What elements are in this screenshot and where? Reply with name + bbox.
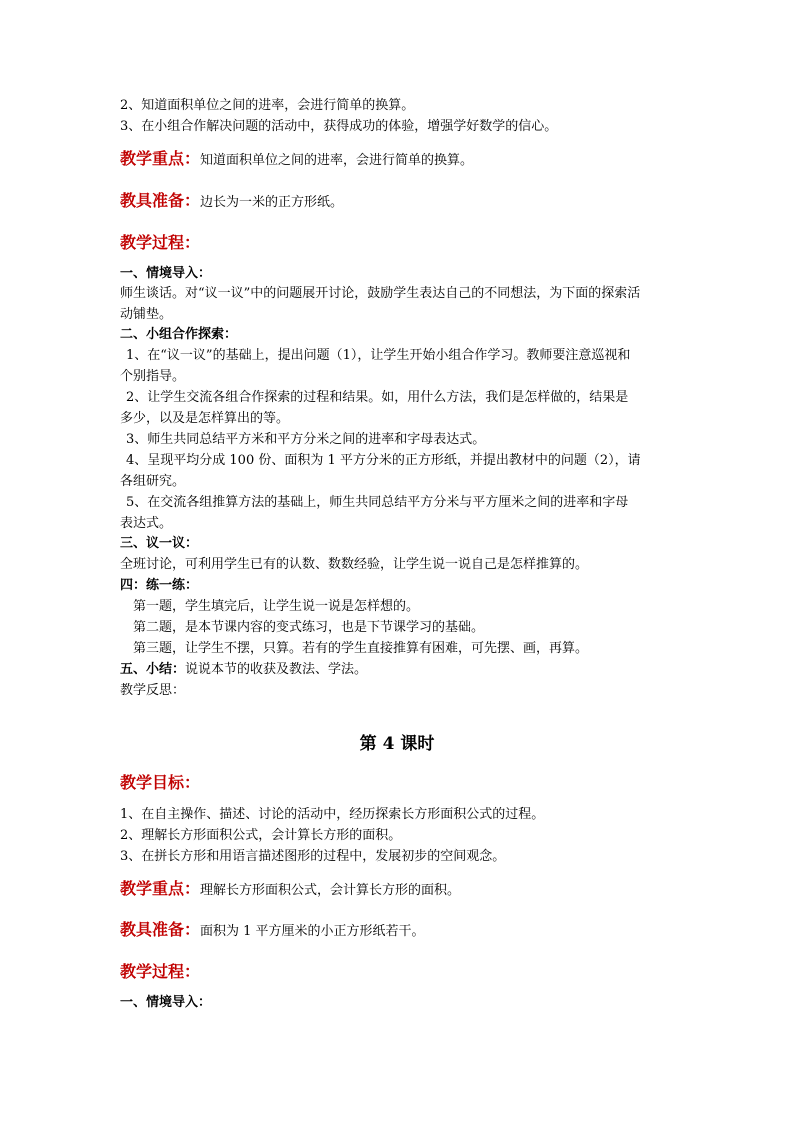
goal-line: 1、在自主操作、描述、讨论的活动中，经历探索长方形面积公式的过程。 xyxy=(120,807,545,822)
goals-heading xyxy=(120,772,200,794)
part2-line: 各组研究。 xyxy=(120,474,186,489)
part2-line: 2、让学生交流各组合作探索的过程和结果。如，用什么方法，我们是怎样做的，结果是 xyxy=(126,390,629,405)
tools-heading-2 xyxy=(120,919,425,943)
part1-title: 一、情境导入： xyxy=(120,266,212,281)
key-point-heading-2 xyxy=(120,878,460,902)
part4-line: 第三题，让学生不摆，只算。若有的学生直接推算有困难，可先摆、画，再算。 xyxy=(133,641,589,656)
part4-line: 第二题，是本节课内容的变式练习，也是下节课学习的基础。 xyxy=(133,620,485,635)
part4-line: 第一题，学生填完后，让学生说一说是怎样想的。 xyxy=(133,599,420,614)
goal-line: 3、在拼长方形和用语言描述图形的过程中，发展初步的空间观念。 xyxy=(120,849,506,864)
lesson-title: 第 4 课时 xyxy=(359,734,435,754)
part5-text: 说说本节的收获及教法、学法。 xyxy=(185,662,368,677)
part2-line: 多少，以及是怎样算出的等。 xyxy=(120,411,290,426)
key-point-text-2: 理解长方形面积公式，会计算长方形的面积。 xyxy=(200,883,461,898)
reflection-label: 教学反思： xyxy=(120,683,186,698)
part4-title: 四：练一练： xyxy=(120,578,199,593)
key-point-heading xyxy=(120,148,473,172)
part3-text: 全班讨论，可利用学生已有的认数、数数经验，让学生说一说自己是怎样推算的。 xyxy=(120,557,589,572)
process-label: 教学过程： xyxy=(120,233,201,252)
key-point-label: 教学重点： xyxy=(120,149,201,168)
part2-line: 4、呈现平均分成 100 份、面积为 1 平方分米的正方形纸，并提出教材中的问题（2），请 xyxy=(126,453,641,468)
process-heading xyxy=(120,232,200,254)
key-point-text: 知道面积单位之间的进率，会进行简单的换算。 xyxy=(200,153,474,168)
goal-line: 2、理解长方形面积公式，会计算长方形的面积。 xyxy=(120,828,402,843)
process-heading-2 xyxy=(120,961,200,983)
part2-line: 1、在“议一议”的基础上，提出问题（1），让学生开始小组合作学习。教师要注意巡视和 xyxy=(126,348,631,363)
part2-line: 表达式。 xyxy=(120,516,173,531)
tools-heading xyxy=(120,190,343,214)
part1-line: 师生谈话。对“议一议”中的问题展开讨论，鼓励学生表达自己的不同想法，为下面的探索活 xyxy=(120,286,641,301)
key-point-label-2: 教学重点： xyxy=(120,879,201,898)
tools-label-2: 教具准备： xyxy=(120,920,201,939)
part3-title: 三、议一议： xyxy=(120,536,199,551)
goal-line-2: 2、知道面积单位之间的进率，会进行简单的换算。 xyxy=(120,98,415,113)
process-label-2: 教学过程： xyxy=(120,962,201,981)
part2-line: 5、在交流各组推算方法的基础上，师生共同总结平方分米与平方厘米之间的进率和字母 xyxy=(126,495,629,510)
goals-label: 教学目标： xyxy=(120,773,201,792)
part5-title: 五、小结： xyxy=(120,662,186,677)
tools-label: 教具准备： xyxy=(120,191,201,210)
part2-line: 3、师生共同总结平方米和平方分米之间的进率和字母表达式。 xyxy=(126,432,486,447)
tools-text: 边长为一米的正方形纸。 xyxy=(200,195,344,210)
part2-title: 二、小组合作探索： xyxy=(120,327,238,342)
goal-line-3: 3、在小组合作解决问题的活动中，获得成功的体验，增强学好数学的信心。 xyxy=(120,119,558,134)
part2-line: 个别指导。 xyxy=(120,369,186,384)
part5-line xyxy=(120,660,367,680)
part1-line: 动铺垫。 xyxy=(120,307,173,322)
tools-text-2: 面积为 1 平方厘米的小正方形纸若干。 xyxy=(200,924,425,939)
part1-title-2: 一、情境导入： xyxy=(120,995,212,1010)
